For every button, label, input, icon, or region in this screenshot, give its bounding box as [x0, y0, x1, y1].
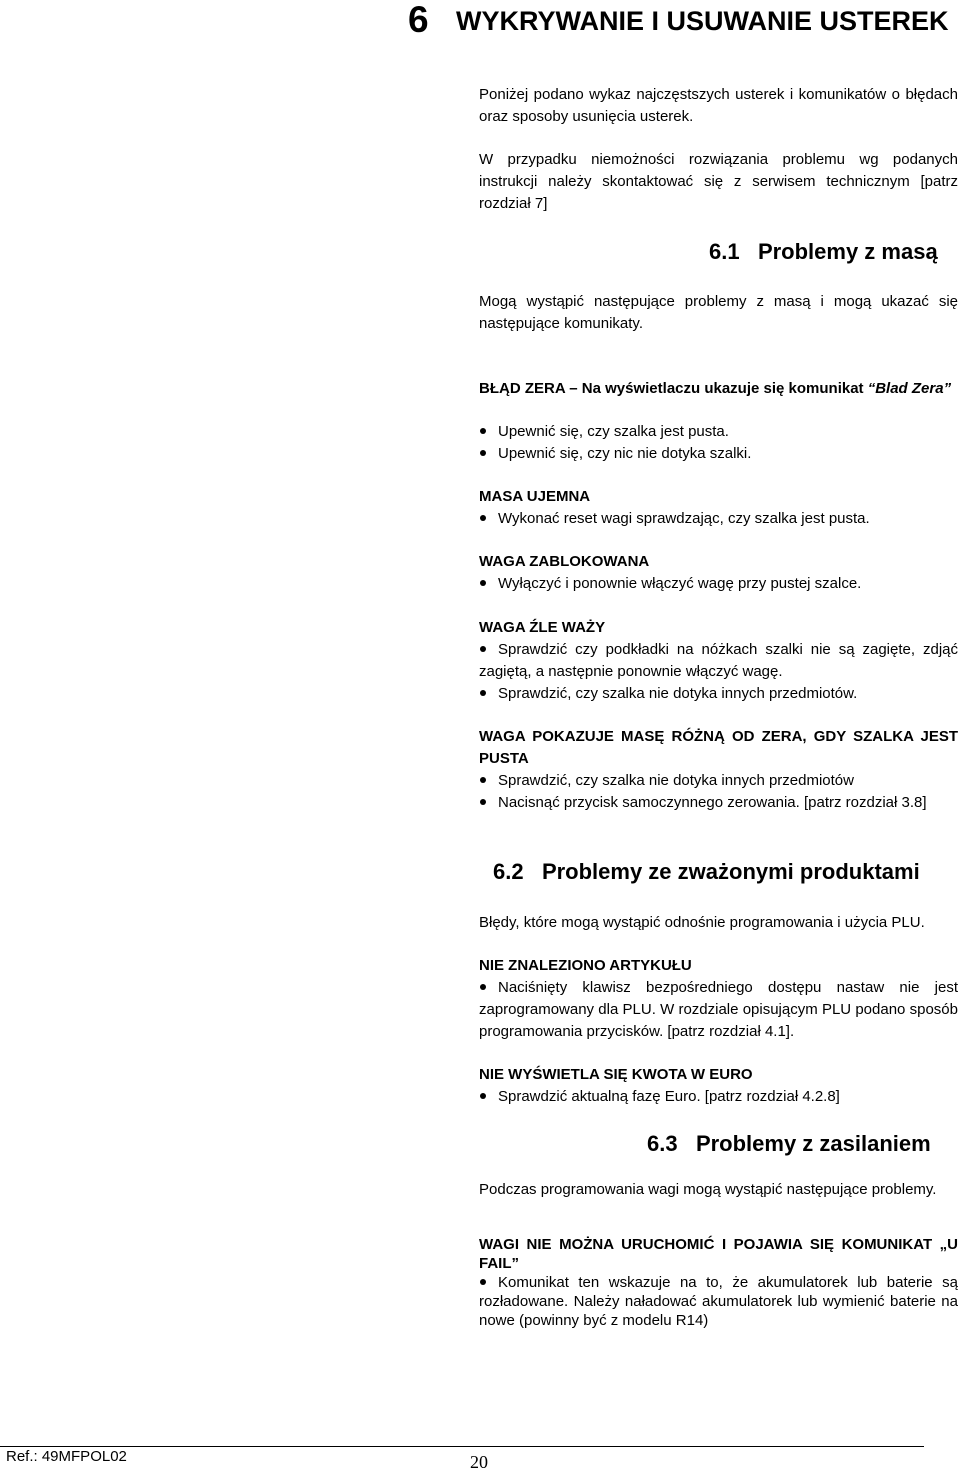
bullet-icon	[480, 1093, 486, 1099]
section-6-3-intro: Podczas programowania wagi mogą wystąpić następujące problemy.	[479, 1181, 937, 1198]
section-6-1-intro: Mogą wystąpić następujące problemy z masą i mogą ukazać się następujące komunikaty.	[479, 293, 958, 332]
kwota-euro-heading: NIE WYŚWIETLA SIĘ KWOTA W EURO	[479, 1066, 753, 1083]
footer-divider	[0, 1446, 924, 1447]
waga-zle-wazy-heading: WAGA ŹLE WAŻY	[479, 619, 606, 636]
bullet-icon	[480, 580, 486, 586]
section-title-text: Problemy z zasilaniem	[695, 1131, 931, 1156]
blad-zera-heading	[479, 378, 958, 400]
list-item: Sprawdzić, czy szalka nie dotyka innych przedmiotów	[479, 770, 958, 792]
bullet-icon	[480, 1279, 486, 1285]
intro-paragraph-2: W przypadku niemożności rozwiązania problemu wg podanych instrukcji należy skontaktować się z serwisem technicznym [patrz rozdział 7]	[479, 151, 958, 212]
section-6-1-title	[709, 239, 938, 265]
bullet-icon	[480, 777, 486, 783]
blad-zera-heading-text: BŁĄD ZERA – Na wyświetlaczu ukazuje się komunikat	[479, 380, 868, 397]
masa-ujemna-heading: MASA UJEMNA	[479, 488, 591, 505]
intro-paragraph-1: Poniżej podano wykaz najczęstszych usterek i komunikatów o błędach oraz sposoby usunięcia usterek.	[479, 86, 958, 125]
waga-zablokowana-heading: WAGA ZABLOKOWANA	[479, 553, 650, 570]
u-fail-heading: WAGI NIE MOŻNA URUCHOMIĆ I POJAWIA SIĘ KOMUNIKAT „U FAIL”	[479, 1236, 958, 1272]
blad-zera-heading-italic: “Blad Zera”	[867, 380, 952, 397]
list-item: Komunikat ten wskazuje na to, że akumulatorek lub baterie są rozładowane. Należy naładować akumulatorek lub wymienić baterie na nowe (powinny być z modelu R14)	[479, 1274, 958, 1329]
bullet-icon	[480, 646, 486, 652]
list-item: Nacisnąć przycisk samoczynnego zerowania. [patrz rozdział 3.8]	[479, 792, 958, 814]
section-number: 6.3	[647, 1131, 678, 1156]
bullet-icon	[480, 799, 486, 805]
bullet-icon	[480, 984, 486, 990]
list-item: Upewnić się, czy szalka jest pusta.	[479, 421, 958, 443]
list-item: Wyłączyć i ponownie włączyć wagę przy pustej szalce.	[479, 573, 958, 595]
chapter-title: WYKRYWANIE I USUWANIE USTEREK	[456, 6, 949, 36]
bullet-icon	[480, 428, 486, 434]
section-title-text: Problemy z masą	[757, 239, 938, 264]
section-6-2-title	[493, 859, 920, 885]
section-title-text: Problemy ze zważonymi produktami	[541, 859, 920, 884]
page-number: 20	[470, 1452, 488, 1472]
list-item: Sprawdzić, czy szalka nie dotyka innych przedmiotów.	[479, 683, 958, 705]
list-item: Sprawdzić aktualną fazę Euro. [patrz rozdział 4.2.8]	[479, 1086, 958, 1108]
nie-znaleziono-heading: NIE ZNALEZIONO ARTYKUŁU	[479, 957, 692, 974]
bullet-icon	[480, 450, 486, 456]
list-item: Naciśnięty klawisz bezpośredniego dostępu nastaw nie jest zaprogramowany dla PLU. W rozdziale opisującym PLU podano sposób programowania przycisków. [patrz rozdział 4.1].	[479, 979, 958, 1040]
list-item: Upewnić się, czy nic nie dotyka szalki.	[479, 443, 958, 465]
section-6-3-title	[647, 1131, 931, 1157]
list-item: Wykonać reset wagi sprawdzając, czy szalka jest pusta.	[479, 508, 958, 530]
section-6-2-intro: Błędy, które mogą wystąpić odnośnie programowania i użycia PLU.	[479, 914, 925, 931]
bullet-icon	[480, 690, 486, 696]
bullet-icon	[480, 515, 486, 521]
footer-reference: Ref.: 49MFPOL02	[6, 1448, 127, 1465]
section-number: 6.1	[709, 239, 740, 264]
chapter-number: 6	[408, 0, 429, 40]
list-item: Sprawdzić czy podkładki na nóżkach szalki nie są zagięte, zdjąć zagiętą, a następnie ponownie włączyć wagę.	[479, 641, 958, 680]
waga-pokazuje-heading: WAGA POKAZUJE MASĘ RÓŻNĄ OD ZERA, GDY SZALKA JEST PUSTA	[479, 728, 958, 767]
section-number: 6.2	[493, 859, 524, 884]
